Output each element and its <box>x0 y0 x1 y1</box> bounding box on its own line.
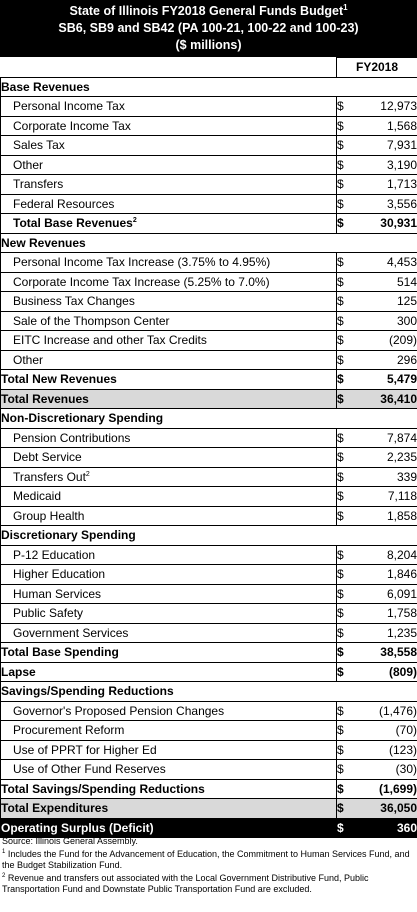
currency-sign: $ <box>337 97 357 117</box>
footnote-marker: 2 <box>132 217 137 225</box>
row-value: 8,204 <box>357 545 417 565</box>
currency-sign: $ <box>337 428 357 448</box>
table-row <box>1 740 417 760</box>
section-header-base-revenues: Base Revenues <box>1 77 417 97</box>
row-label: Government Services <box>1 623 337 643</box>
row-label: EITC Increase and other Tax Credits <box>1 331 337 351</box>
row-value: 12,973 <box>357 97 417 117</box>
total-label: Operating Surplus (Deficit) <box>1 818 337 838</box>
total-label: Total Expenditures <box>1 799 337 819</box>
row-value: 1,235 <box>357 623 417 643</box>
table-row <box>1 545 417 565</box>
currency-sign: $ <box>337 370 357 390</box>
currency-sign: $ <box>337 604 357 624</box>
total-label <box>1 214 337 234</box>
row-label-text: Transfers Out <box>13 469 86 484</box>
currency-sign: $ <box>337 350 357 370</box>
total-value: (1,699) <box>357 779 417 799</box>
row-label: Debt Service <box>1 448 337 468</box>
currency-sign: $ <box>337 194 357 214</box>
row-value: 300 <box>357 311 417 331</box>
row-value: 1,846 <box>357 565 417 585</box>
currency-sign: $ <box>337 623 357 643</box>
row-value: 514 <box>357 272 417 292</box>
total-label-text: Total Base Revenues <box>13 216 133 231</box>
currency-sign: $ <box>337 584 357 604</box>
row-label: P-12 Education <box>1 545 337 565</box>
row-value: 3,556 <box>357 194 417 214</box>
total-value: (809) <box>357 662 417 682</box>
row-value: (123) <box>357 740 417 760</box>
row-label: Pension Contributions <box>1 428 337 448</box>
currency-sign: $ <box>337 175 357 195</box>
row-label: Personal Income Tax <box>1 97 337 117</box>
table-row <box>1 584 417 604</box>
section-row <box>1 409 417 429</box>
table-row <box>1 701 417 721</box>
row-value: 296 <box>357 350 417 370</box>
row-label <box>1 467 337 487</box>
row-label: Corporate Income Tax <box>1 116 337 136</box>
header-blank-cell <box>1 58 337 78</box>
currency-sign: $ <box>337 155 357 175</box>
total-value: 360 <box>357 818 417 838</box>
row-label: Group Health <box>1 506 337 526</box>
row-label: Higher Education <box>1 565 337 585</box>
currency-sign: $ <box>337 721 357 741</box>
title-footnote-marker: 1 <box>343 2 348 12</box>
budget-table <box>0 57 417 838</box>
footnote-1-text: Includes the Fund for the Advancement of Education, the Commitment to Human Services Fund, and the Budget Stabilization Fund. <box>2 848 410 870</box>
currency-sign: $ <box>337 116 357 136</box>
section-row <box>1 233 417 253</box>
title-line-3: ($ millions) <box>175 38 242 52</box>
table-row <box>1 467 417 487</box>
row-label: Governor's Proposed Pension Changes <box>1 701 337 721</box>
table-row <box>1 350 417 370</box>
currency-sign: $ <box>337 506 357 526</box>
row-label: Procurement Reform <box>1 721 337 741</box>
row-value: 6,091 <box>357 584 417 604</box>
row-value: 339 <box>357 467 417 487</box>
operating-surplus-row <box>1 818 417 838</box>
row-label: Sales Tax <box>1 136 337 156</box>
total-row-base-revenues <box>1 214 417 234</box>
total-label: Total Base Spending <box>1 643 337 663</box>
table-row <box>1 760 417 780</box>
header-row <box>1 58 417 78</box>
total-row-new-revenues <box>1 370 417 390</box>
total-value: 5,479 <box>357 370 417 390</box>
table-row <box>1 155 417 175</box>
table-row <box>1 253 417 273</box>
section-row <box>1 526 417 546</box>
section-header-savings: Savings/Spending Reductions <box>1 682 417 702</box>
row-label: Sale of the Thompson Center <box>1 311 337 331</box>
section-row <box>1 682 417 702</box>
currency-sign: $ <box>337 799 357 819</box>
total-value: 36,050 <box>357 799 417 819</box>
row-value: 7,874 <box>357 428 417 448</box>
section-row <box>1 77 417 97</box>
row-value: 7,118 <box>357 487 417 507</box>
table-row <box>1 97 417 117</box>
table-row <box>1 506 417 526</box>
table-row <box>1 311 417 331</box>
table-row <box>1 136 417 156</box>
row-label: Personal Income Tax Increase (3.75% to 4.95%) <box>1 253 337 273</box>
row-label: Medicaid <box>1 487 337 507</box>
footnote-marker: 2 <box>85 470 90 478</box>
total-expenditures-row <box>1 799 417 819</box>
currency-sign: $ <box>337 487 357 507</box>
row-value: (70) <box>357 721 417 741</box>
section-header-non-discretionary: Non-Discretionary Spending <box>1 409 417 429</box>
row-label: Use of PPRT for Higher Ed <box>1 740 337 760</box>
currency-sign: $ <box>337 818 357 838</box>
row-label: Use of Other Fund Reserves <box>1 760 337 780</box>
total-label: Total New Revenues <box>1 370 337 390</box>
row-value: 4,453 <box>357 253 417 273</box>
table-row <box>1 428 417 448</box>
currency-sign: $ <box>337 565 357 585</box>
table-row <box>1 331 417 351</box>
table-row <box>1 292 417 312</box>
currency-sign: $ <box>337 701 357 721</box>
footnote-marker: 1 <box>2 848 6 855</box>
year-header: FY2018 <box>337 58 417 78</box>
section-header-new-revenues: New Revenues <box>1 233 417 253</box>
currency-sign: $ <box>337 545 357 565</box>
total-value: 36,410 <box>357 389 417 409</box>
currency-sign: $ <box>337 662 357 682</box>
row-label: Business Tax Changes <box>1 292 337 312</box>
lapse-row <box>1 662 417 682</box>
title-line-2: SB6, SB9 and SB42 (PA 100-21, 100-22 and 100-23) <box>58 21 359 35</box>
table-row <box>1 623 417 643</box>
row-value: 2,235 <box>357 448 417 468</box>
row-value: 125 <box>357 292 417 312</box>
currency-sign: $ <box>337 467 357 487</box>
footnote-2 <box>2 873 416 896</box>
total-savings-row <box>1 779 417 799</box>
row-label: Transfers <box>1 175 337 195</box>
currency-sign: $ <box>337 253 357 273</box>
row-value: (1,476) <box>357 701 417 721</box>
currency-sign: $ <box>337 331 357 351</box>
currency-sign: $ <box>337 643 357 663</box>
row-value: 1,713 <box>357 175 417 195</box>
table-row <box>1 194 417 214</box>
currency-sign: $ <box>337 760 357 780</box>
row-label: Federal Resources <box>1 194 337 214</box>
table-row <box>1 448 417 468</box>
table-row <box>1 272 417 292</box>
currency-sign: $ <box>337 214 357 234</box>
row-value: (209) <box>357 331 417 351</box>
row-value: 1,758 <box>357 604 417 624</box>
row-value: (30) <box>357 760 417 780</box>
footnote-2-text: Revenue and transfers out associated with the Local Government Distributive Fund, Public Transportation Fund and Downstate Public Transportation Fund are excluded. <box>2 872 369 894</box>
row-label: Human Services <box>1 584 337 604</box>
row-value: 3,190 <box>357 155 417 175</box>
footnotes <box>2 836 416 897</box>
currency-sign: $ <box>337 448 357 468</box>
table-row <box>1 721 417 741</box>
total-label: Total Revenues <box>1 389 337 409</box>
table-row <box>1 175 417 195</box>
row-value: 1,858 <box>357 506 417 526</box>
source-note: Source: Illinois General Assembly. <box>2 836 138 846</box>
total-label: Total Savings/Spending Reductions <box>1 779 337 799</box>
table-row <box>1 116 417 136</box>
currency-sign: $ <box>337 272 357 292</box>
footnote-marker: 2 <box>2 872 6 879</box>
row-value: 7,931 <box>357 136 417 156</box>
row-label: Other <box>1 155 337 175</box>
currency-sign: $ <box>337 740 357 760</box>
table-row <box>1 487 417 507</box>
currency-sign: $ <box>337 292 357 312</box>
row-label: Public Safety <box>1 604 337 624</box>
row-value: 1,568 <box>357 116 417 136</box>
currency-sign: $ <box>337 136 357 156</box>
row-label: Other <box>1 350 337 370</box>
currency-sign: $ <box>337 779 357 799</box>
total-value: 38,558 <box>357 643 417 663</box>
total-base-spending-row <box>1 643 417 663</box>
table-title <box>0 0 417 57</box>
footnote-1 <box>2 849 416 872</box>
total-value: 30,931 <box>357 214 417 234</box>
currency-sign: $ <box>337 389 357 409</box>
table-row <box>1 565 417 585</box>
total-revenues-row <box>1 389 417 409</box>
row-label: Corporate Income Tax Increase (5.25% to 7.0%) <box>1 272 337 292</box>
currency-sign: $ <box>337 311 357 331</box>
section-header-discretionary: Discretionary Spending <box>1 526 417 546</box>
title-line-1: State of Illinois FY2018 General Funds Budget <box>69 4 344 18</box>
table-row <box>1 604 417 624</box>
total-label: Lapse <box>1 662 337 682</box>
